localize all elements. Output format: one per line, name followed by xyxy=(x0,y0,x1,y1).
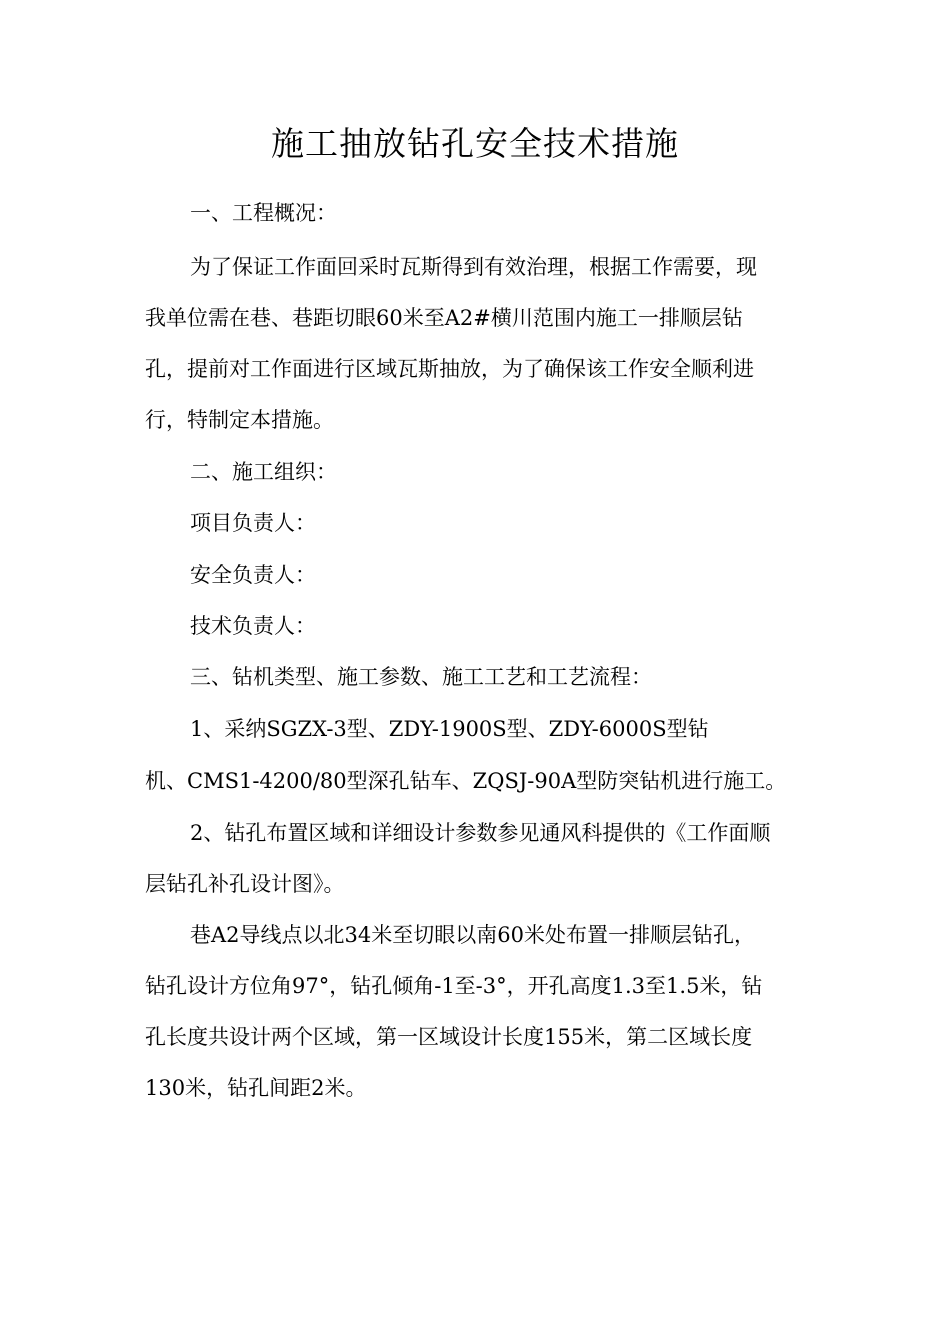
field-safety-manager: 安全负责人： xyxy=(190,563,316,587)
field-project-manager: 项目负责人： xyxy=(190,511,316,535)
document-title: 施工抽放钻孔安全技术措施 xyxy=(271,124,679,163)
paragraph-line: 层钻孔补孔设计图》。 xyxy=(145,872,345,896)
paragraph-line: 1、采纳SGZX-3型、ZDY-1900S型、ZDY-6000S型钻 xyxy=(190,717,709,741)
paragraph-line: 钻孔设计方位角97°，钻孔倾角-1至-3°，开孔高度1.3至1.5米，钻 xyxy=(145,974,763,998)
section-heading-project-overview: 一、工程概况： xyxy=(190,201,337,225)
field-technical-manager: 技术负责人： xyxy=(190,614,316,638)
paragraph-line: 我单位需在巷、巷距切眼60米至A2#横川范围内施工一排顺层钻 xyxy=(145,306,743,330)
section-heading-drilling-parameters: 三、钻机类型、施工参数、施工工艺和工艺流程： xyxy=(190,665,652,689)
paragraph-line: 孔，提前对工作面进行区域瓦斯抽放，为了确保该工作安全顺利进 xyxy=(145,357,754,381)
paragraph-line: 2、钻孔布置区域和详细设计参数参见通风科提供的《工作面顺 xyxy=(190,821,771,845)
paragraph-line: 行，特制定本措施。 xyxy=(145,408,334,432)
paragraph-line: 巷A2导线点以北34米至切眼以南60米处布置一排顺层钻孔， xyxy=(190,923,755,947)
paragraph-line: 孔长度共设计两个区域，第一区域设计长度155米，第二区域长度 xyxy=(145,1025,753,1049)
section-heading-construction-organization: 二、施工组织： xyxy=(190,460,337,484)
paragraph-line: 130米，钻孔间距2米。 xyxy=(145,1076,367,1100)
paragraph-line: 为了保证工作面回采时瓦斯得到有效治理，根据工作需要，现 xyxy=(190,255,757,279)
paragraph-line: 机、CMS1-4200/80型深孔钻车、ZQSJ-90A型防突钻机进行施工。 xyxy=(145,769,787,793)
